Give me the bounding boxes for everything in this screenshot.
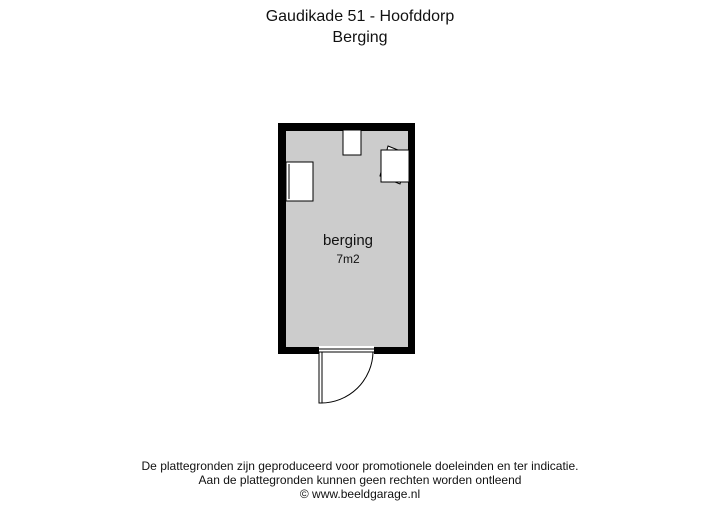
copyright-line: © www.beeldgarage.nl <box>299 487 421 501</box>
plan-title-address: Gaudikade 51 - Hoofddorp <box>265 8 455 25</box>
door-swing-arc <box>321 352 373 403</box>
disclaimer-line-2: Aan de plattegronden kunnen geen rechten worden ontleend <box>198 473 522 487</box>
disclaimer-line-1: De plattegronden zijn geproduceerd voor promotionele doeleinden en ter indicatie. <box>141 459 579 473</box>
fixture-left <box>286 162 313 201</box>
room-area-label: 7m2 <box>336 252 360 266</box>
door-opening <box>319 346 374 354</box>
fixture-right <box>381 150 409 182</box>
room-name-label: berging <box>322 232 374 249</box>
plan-title-floor: Berging <box>332 29 388 46</box>
fixture-top <box>343 130 361 155</box>
door-leaf <box>319 352 322 403</box>
